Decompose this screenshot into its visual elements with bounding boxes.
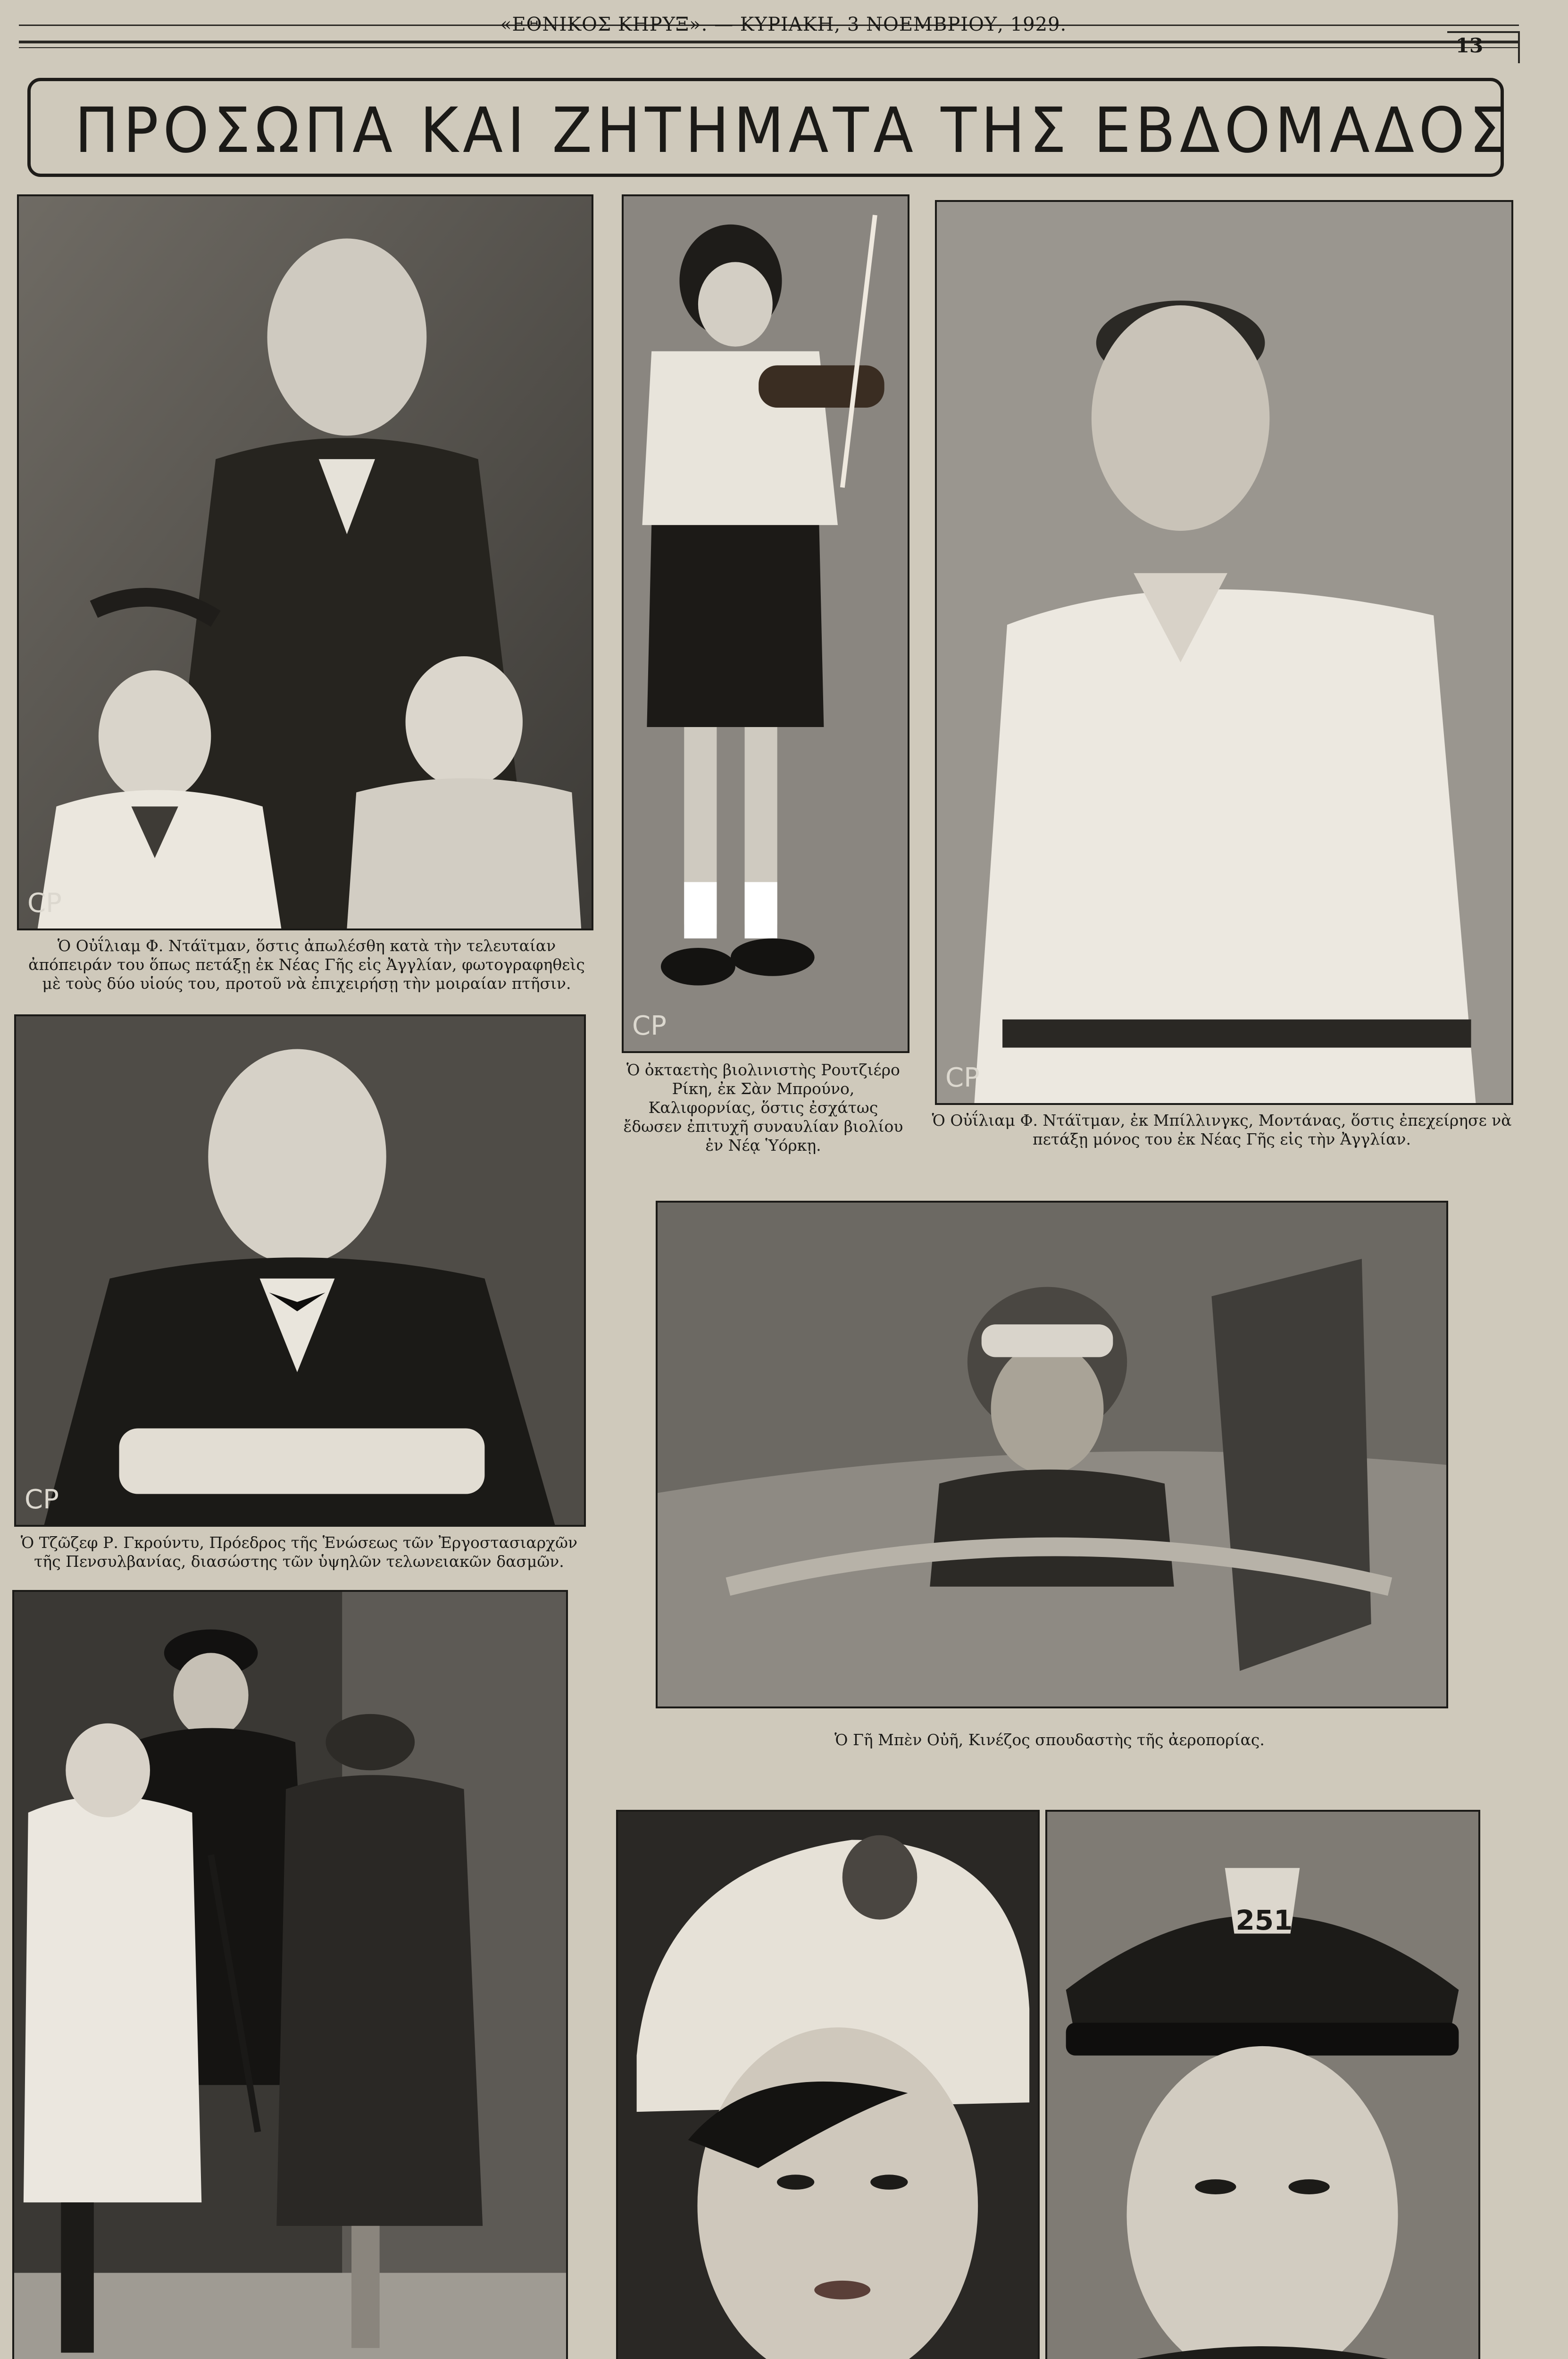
header-rule-thin — [19, 47, 1519, 48]
section-title: ΠΡΟΣΩΠΑ ΚΑΙ ΖΗΤΗΜΑΤΑ ΤΗΣ ΕΒΔΟΜΑΔΟΣ — [75, 94, 1511, 167]
photo-credit-mark: CP — [945, 1062, 980, 1093]
page-number: 13 — [1455, 34, 1484, 57]
photo-countess-image — [618, 1812, 1038, 2359]
photo-edison-image — [14, 1592, 566, 2359]
caption-father-with-sons: Ὁ Οὐΐλιαμ Φ. Ντάϊτμαν, ὅστις ἀπωλέσθη κατὰ τὴν τελευταίαν ἀπόπειράν του ὅπως πετάξῃ ἐκ Νέας Γῆς εἰς Ἀγγλίαν, φωτογραφηθεὶς μὲ τοὺς δύο υἱούς του, πρoτοῦ νὰ ἐπιχειρήσῃ τὴν μοιραίαν πτῆσιν. — [28, 937, 585, 993]
section-banner — [27, 78, 1511, 177]
caption-aviator-portrait: Ὁ Οὐΐλιαμ Φ. Ντάϊτμαν, ἐκ Μπίλλινγκς, Μοντάνας, ὅστις ἐπεχείρησε νὰ πετάξῃ μόνος του ἐκ Νέας Γῆς εἰς τὴν Ἀγγλίαν. — [932, 1111, 1512, 1148]
photo-father-with-sons-image — [19, 196, 592, 929]
photo-credit-mark: CP — [27, 888, 62, 919]
cap-badge-number: 251 — [1235, 1904, 1293, 1936]
photo-credit-mark: CP — [632, 1011, 667, 1041]
photo-aviator-portrait-image — [937, 202, 1511, 1103]
photo-countess — [616, 1810, 1040, 2359]
photo-pilot-in-cockpit-image — [658, 1203, 1446, 1707]
caption-young-violinist: Ὁ ὀκταετὴς βιολινιστὴς Ρουτζιέρο Ρίκη, ἐκ Σὰν Μπρούνο, Καλιφορνίας, ὅστις ἐσχάτως ἔδωσεν ἐπιτυχῆ συναυλίαν βιολίου ἐν Νέᾳ Ὑόρκῃ. — [623, 1061, 903, 1154]
header-rule-thick — [19, 41, 1519, 43]
caption-pilot: Ὁ Γῆ Μπὲν Οὐῆ, Κινέζος σπουδαστὴς τῆς ἀεροπορίας. — [834, 1731, 1265, 1749]
photo-young-violinist — [622, 194, 909, 1053]
photo-pilot-in-cockpit — [656, 1201, 1448, 1708]
photo-police-officer — [1045, 1810, 1480, 2359]
photo-police-officer-image — [1047, 1812, 1478, 2359]
photo-industrialist-at-desk — [14, 1014, 586, 1527]
photo-father-with-sons — [17, 194, 593, 930]
photo-industrialist-at-desk-image — [16, 1016, 584, 1525]
photo-young-violinist-image — [624, 196, 908, 1051]
photo-aviator-portrait — [935, 200, 1513, 1105]
photo-edison-returning-home — [12, 1590, 568, 2359]
photo-credit-mark: CP — [25, 1484, 59, 1515]
running-head: «ΕΘΝΙΚΟΣ ΚΗΡΥΞ». — ΚΥΡΙΑΚΗ, 3 ΝΟΕΜΒΡΙΟΥ, 1929. — [500, 14, 1067, 35]
caption-industrialist: Ὁ Τζῶζεφ Ρ. Γκρούντυ, Πρόεδρος τῆς Ἑνώσεως τῶν Ἐργοστασιαρχῶν τῆς Πενσυλβανίας, διασώστης τῶν ὑψηλῶν τελωνειακῶν δασμῶν. — [20, 1533, 578, 1571]
